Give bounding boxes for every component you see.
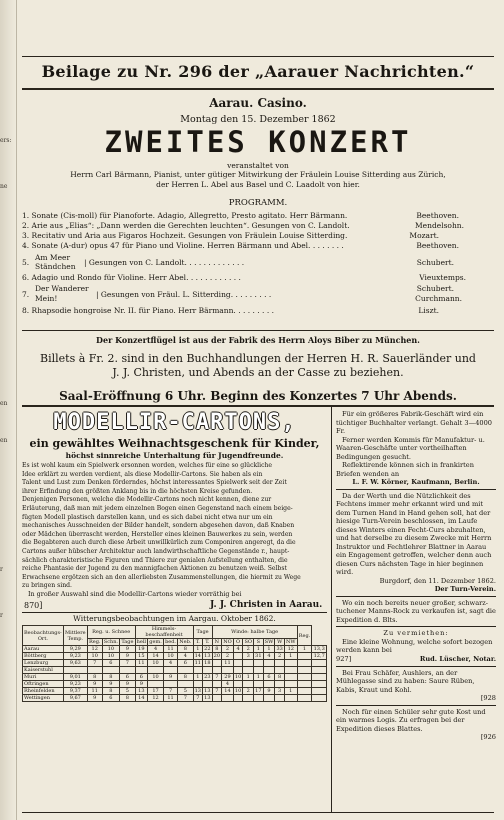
table-cell: 4 — [233, 646, 243, 653]
concert-date: Montag den 15. Dezember 1862 — [180, 114, 336, 125]
table-cell: 8 — [102, 688, 120, 695]
table-cell — [212, 660, 222, 667]
table-cell: 13 — [204, 688, 211, 694]
table-cell — [63, 667, 87, 674]
table-cell: 11 — [87, 688, 102, 695]
table-cell — [233, 667, 243, 674]
table-header: SO — [244, 639, 252, 645]
table-cell — [254, 695, 264, 702]
column-divider — [331, 407, 332, 812]
table-header: N — [212, 639, 222, 646]
table-cell — [263, 695, 275, 702]
table-cell — [312, 660, 327, 667]
table-cell: 4 — [163, 660, 177, 667]
table-cell: 7 — [212, 688, 222, 695]
table-cell — [178, 667, 193, 674]
table-cell: 17 — [255, 688, 262, 694]
ad-text: Da der Werth und die Nützlichkeit des Fechtens immer mehr erkannt wird und mit dem Turnen Hand in Hand gehen soll, hat der hiesige Turn-Verein beschlossen, im Laufe dieses Winters einen Fecht-Curs abzuhalten, und hat derselbe zu diesem Zwecke mit Herrn Instruktor und Fechtlehrer Blattner in Aarau ein Engagement getroffen, welcher denn auch diesen Curs nächsten Tage in hier beginnen wird. — [336, 491, 492, 576]
piano-note: Der Konzertflügel ist aus der Fabrik des Herrn Aloys Biber zu München. — [96, 335, 420, 345]
ad-heading: Zu vermiethen: — [383, 629, 449, 637]
table-cell — [212, 681, 222, 688]
table-header: Himmels- beschaffenheit — [135, 626, 193, 639]
table-cell — [275, 660, 285, 667]
program-item: 7. Der Wanderer Mein! | Gesungen von Fräul. L. Sitterding. . . . . . . . . Schubert. Curchmann. — [22, 284, 462, 303]
table-cell: 9 — [87, 681, 102, 688]
table-header: Reg. u. Schnee — [87, 626, 135, 639]
table-cell: 10 — [148, 660, 164, 667]
body-line: Erwachsene ergötzen sich an den allerliebsten Zusammenstellungen, die hiermit zu Wege — [22, 573, 301, 581]
table-cell — [243, 681, 254, 688]
table-cell: 9 — [102, 681, 120, 688]
table-cell: 9 — [135, 681, 148, 688]
table-cell — [178, 681, 193, 688]
table-cell: 1 — [193, 646, 203, 653]
margin-stub: en — [0, 400, 8, 407]
table-cell: Lenzburg — [23, 660, 64, 667]
table-cell — [254, 667, 264, 674]
table-cell — [120, 667, 135, 674]
table-cell: Muri — [23, 674, 64, 681]
table-cell — [297, 688, 312, 695]
table-header: Beobachtungs- Ort. — [23, 626, 64, 646]
table-cell — [284, 674, 297, 681]
body-line: reiche Phantasie der Jugend zu den mannigfachen Aktionen zu benutzen weiß. Selbst — [22, 565, 287, 573]
table-cell: 2 — [243, 688, 254, 695]
table-cell — [243, 695, 254, 702]
program-item: 5. Am Meer Ständchen | Gesungen von C. Landolt. . . . . . . . . . . . . Schubert. — [22, 253, 454, 271]
margin-stub: ers: — [0, 137, 12, 144]
table-cell: 7 — [193, 695, 203, 702]
table-cell — [222, 695, 234, 702]
section-rule — [22, 405, 494, 407]
table-cell — [263, 667, 275, 674]
table-cell: 9,23 — [63, 653, 87, 660]
table-cell — [193, 681, 203, 688]
table-cell: 11 — [135, 660, 148, 667]
modell-title: MODELLIR-CARTONS, — [53, 410, 296, 435]
table-cell: 29 — [222, 674, 234, 681]
table-cell: 9 — [120, 653, 135, 660]
table-cell — [254, 681, 264, 688]
table-cell — [203, 681, 213, 688]
table-cell: 6 — [263, 674, 275, 681]
ad-text: Wo ein noch bereits neuer großer, schwarz-tuchener Manns-Rock zu verkaufen ist, sagt die Expedition d. Blts. — [336, 598, 496, 624]
table-cell — [212, 695, 222, 702]
modell-body — [22, 462, 327, 591]
ad-rule — [336, 596, 496, 597]
ad-text: Für ein größeres Fabrik-Geschäft wird ein tüchtiger Buchhalter verlangt. Gehalt 3—4000 Fr. — [336, 410, 492, 435]
table-cell: 3 — [275, 688, 285, 695]
margin-stub: en — [0, 437, 8, 444]
table-cell: 14 — [194, 653, 201, 659]
table-cell — [275, 695, 285, 702]
table-cell — [284, 681, 297, 688]
margin-stub: ne — [0, 183, 8, 190]
modell-stock: In großer Auswahl sind die Modellir-Cartons wieder vorräthig bei — [28, 590, 242, 598]
table-header: Winde: halbe Tage — [212, 626, 297, 639]
body-line: Erläuterung, daß man mit jedem einzelnen Bogen einen Gegenstand nach einem beige- — [22, 504, 293, 512]
table-cell: 10 — [102, 653, 120, 660]
table-cell: 9 — [120, 646, 135, 653]
table-cell — [312, 688, 327, 695]
table-cell: 11 — [194, 660, 201, 666]
table-header: NO — [223, 639, 232, 645]
table-cell: 7 — [178, 695, 193, 702]
table-header: bed. — [165, 639, 177, 645]
table-cell — [284, 660, 297, 667]
table-cell: 2 — [243, 646, 254, 653]
table-cell: 14 — [135, 695, 148, 702]
table-header: Schn. — [103, 639, 119, 645]
table-cell — [263, 681, 275, 688]
table-row — [23, 667, 327, 674]
table-header: T. — [203, 639, 213, 646]
table-header: NW — [286, 639, 296, 645]
table-cell: 17 — [148, 688, 164, 695]
table-cell — [263, 660, 275, 667]
table-cell — [254, 660, 264, 667]
table-cell — [297, 660, 312, 667]
table-cell: 9,63 — [63, 660, 87, 667]
table-header: W — [275, 639, 285, 646]
column-rule — [22, 612, 327, 613]
supplement-header: Beilage zu Nr. 296 der „Aarauer Nachrichten.“ — [41, 62, 475, 81]
performers-line: der Herren L. Abel aus Basel und C. Laadolt von hier. — [156, 180, 360, 189]
table-cell: 13 — [204, 695, 211, 701]
table-cell — [243, 667, 254, 674]
ad-rule — [336, 666, 496, 667]
table-row — [23, 653, 327, 660]
table-cell: 7 — [163, 688, 177, 695]
table-header: hell — [136, 639, 147, 645]
table-cell: 31 — [255, 653, 262, 659]
table-cell: 10 — [163, 653, 177, 660]
table-cell: 8 — [212, 646, 222, 653]
table-cell: 1 — [284, 653, 297, 660]
table-cell: 8 — [275, 674, 285, 681]
table-row — [23, 681, 327, 688]
table-cell: 9,29 — [63, 646, 87, 653]
margin-stub: r — [0, 612, 3, 619]
table-cell — [233, 660, 243, 667]
ad-text: Ferner werden Kommis für Manufaktur- u. Waaren-Geschäfte unter vortheilhaften Bedingungen gesucht. — [336, 435, 485, 461]
table-header: T. — [193, 639, 203, 646]
table-cell: 10 — [87, 653, 102, 660]
table-cell — [297, 674, 312, 681]
table-cell: 5 — [178, 688, 193, 695]
table-cell: 9,37 — [63, 688, 87, 695]
table-cell: 13 — [194, 688, 201, 694]
table-cell — [297, 667, 312, 674]
body-line: Idee erklärt zu werden verdient, als diese Modellir-Cartons. Sie haben als ein — [22, 470, 263, 478]
table-cell: 1 — [297, 646, 312, 653]
table-cell — [312, 681, 327, 688]
modell-subtitle: ein gewähltes Weihnachtsgeschenk für Kinder, — [29, 437, 320, 450]
ad-footer: 927] Rud. Lüscher, Notar. — [336, 654, 496, 663]
modell-subtitle: höchst sinnreiche Unterhaltung für Jugendfreunde. — [65, 451, 284, 460]
table-cell: 1 — [254, 674, 264, 681]
ad-text: Reflektirende können sich in frankirten Briefen wenden an — [336, 461, 474, 478]
table-cell — [233, 653, 243, 660]
table-cell: 12 — [284, 646, 297, 653]
table-cell: 13 — [135, 688, 148, 695]
table-cell: 8 — [178, 646, 193, 653]
table-cell: Oftringen — [23, 681, 64, 688]
table-cell: 9,23 — [63, 681, 87, 688]
table-cell — [284, 667, 297, 674]
table-cell: 10 — [102, 646, 120, 653]
table-cell: Aarau — [23, 646, 64, 653]
weather-table — [22, 625, 327, 702]
ad-text: Bei Frau Schäfer, Aushlers, an der Mühlegasse sind zu haben: Saure Rüben, Kabis, Kraut und Kohl. — [336, 668, 475, 694]
table-row — [23, 688, 327, 695]
table-cell: 10 — [234, 674, 242, 680]
table-cell: 9 — [87, 695, 102, 702]
table-cell: 8 — [87, 674, 102, 681]
table-cell — [163, 667, 177, 674]
body-line: sächlich charakteristische Figuren und Thiere zur genialen Aufstellung enthalten, die — [22, 556, 288, 564]
table-cell — [102, 667, 120, 674]
table-cell: 2 — [222, 646, 234, 653]
table-cell: 23 — [204, 674, 211, 680]
table-cell — [193, 667, 203, 674]
body-line: Es ist wohl kaum ein Spielwerk ersonnen worden, welches für eine so glückliche — [22, 462, 273, 469]
table-cell: 9 — [263, 688, 275, 695]
table-cell: Böttberg — [23, 653, 64, 660]
table-cell: Rheinfelden — [23, 688, 64, 695]
table-cell: 6 — [178, 660, 193, 667]
table-row — [23, 660, 327, 667]
organized-by: veranstaltet von — [227, 161, 289, 170]
table-cell: 2 — [222, 653, 234, 660]
bottom-rule — [22, 812, 494, 813]
table-cell: 2 — [275, 653, 285, 660]
program-item: 4. Sonate (A-dur) opus 47 für Piano und Violine. Herren Bärmann und Abel. . . . . . . . Beethoven. — [22, 241, 459, 250]
tickets-line: Billets à Fr. 2. sind in den Buchhandlungen der Herren H. R. Sauerländer und — [40, 352, 476, 365]
page-binding — [0, 0, 17, 820]
table-cell: 12,7 — [313, 653, 325, 659]
table-cell: 14 — [148, 653, 164, 660]
table-cell: 9,01 — [63, 674, 87, 681]
table-cell: 13,3 — [313, 646, 325, 652]
concert-title: ZWEITES KONZERT — [104, 125, 412, 159]
table-cell: 6 — [120, 674, 135, 681]
table-cell: 8 — [178, 674, 193, 681]
table-cell: 19 — [135, 646, 148, 653]
ad-signature: L. F. W. Körner, Kaufmann, Berlin. — [352, 478, 480, 486]
table-cell: 4 — [222, 681, 234, 688]
tickets-line: J. J. Christen, und Abends an der Casse zu beziehen. — [112, 366, 404, 379]
table-cell: 6 — [102, 660, 120, 667]
table-cell: 1 — [243, 674, 254, 681]
weather-title: Witterungsbeobachtungen im Aargau. Oktober 1862. — [73, 614, 276, 623]
table-cell — [233, 681, 243, 688]
program-item: 8. Rhapsodie hongroise Nr. II. für Piano. Herr Bärmann. . . . . . . . . Liszt. — [22, 306, 439, 315]
program-heading: PROGRAMM. — [228, 198, 288, 208]
performers-line: Herrn Carl Bärmann, Pianist, unter gütiger Mitwirkung der Fräulein Louise Sitterding aus Zürich, — [70, 170, 446, 179]
table-cell: 33 — [276, 646, 283, 652]
table-cell — [275, 667, 285, 674]
table-cell — [135, 667, 148, 674]
body-line: die Begabteren auch durch diese Arbeit unwillkürlich zum Componiren angeregt, da die — [22, 539, 296, 547]
table-cell — [297, 653, 312, 660]
table-cell: Wettingen — [23, 695, 64, 702]
body-line: Cartons außer hübscher Architektur auch landwirthschaftliche Gegenstände r., haupt- — [22, 547, 290, 555]
table-cell: 7 — [87, 660, 102, 667]
table-cell: 22 — [204, 646, 211, 652]
program-item: 1. Sonate (Cis-moll) für Pianoforte. Adagio, Allegretto, Presto agitato. Herr Bärmann. Beethoven. — [22, 211, 459, 220]
ad-text: Noch für einen Schüler sehr gute Kost und ein warmes Logis. Zu erfragen bei der Expedition dieses Blattes. — [336, 707, 486, 733]
ad-signature: Der Turn-Verein. — [434, 585, 496, 593]
table-cell — [87, 667, 102, 674]
table-cell — [203, 667, 213, 674]
ad-rule — [336, 489, 496, 490]
table-cell: 6 — [102, 695, 120, 702]
table-cell: Kaiserstuhl — [23, 667, 64, 674]
table-cell: 14 — [222, 688, 234, 695]
table-cell — [243, 660, 254, 667]
table-cell — [312, 667, 327, 674]
table-header: Tage — [121, 639, 134, 645]
table-header: Reg. — [297, 626, 312, 646]
table-cell — [212, 667, 222, 674]
table-cell: 7 — [120, 660, 135, 667]
modell-seller: J. J. Christen in Aarau. — [210, 600, 323, 610]
table-cell: 4 — [263, 653, 275, 660]
body-line: Talent und Lust zum Denken förderndes, höchst interessantes Spielwerk seit der Zeit — [22, 479, 287, 487]
table-cell: 6 — [135, 674, 148, 681]
table-header: SW — [264, 639, 274, 645]
body-line: Denjenigen Personen, welche die Modellir-Cartons noch nicht kennen, diene zur — [22, 496, 272, 504]
table-cell: 12 — [87, 646, 102, 653]
margin-stub: r — [0, 566, 3, 573]
table-cell: 13 — [204, 653, 211, 659]
table-cell: 3 — [243, 653, 254, 660]
opening-line: Saal-Eröffnung 6 Uhr. Beginn des Konzertes 7 Uhr Abends. — [59, 389, 457, 403]
table-cell — [148, 667, 164, 674]
table-cell: 20 — [213, 653, 221, 659]
table-cell — [148, 681, 164, 688]
body-line: ihrer Erfindung den größten Anklang bis in die höchsten Kreise gefunden. — [22, 487, 253, 495]
table-cell: 10 — [148, 674, 164, 681]
table-cell: 11 — [222, 660, 234, 667]
body-line: fügten Modell plastisch darstellen kann, und es sich dabei nicht etwa nur um ein — [22, 513, 273, 521]
header-rule — [22, 88, 494, 90]
table-cell — [222, 667, 234, 674]
table-cell — [233, 695, 243, 702]
table-cell — [312, 695, 327, 702]
right-ads — [336, 410, 496, 742]
table-cell: 10 — [234, 688, 242, 694]
ad-number: [928 — [480, 694, 496, 702]
table-row — [23, 646, 327, 653]
ad-text: Eine kleine Wohnung, welche sofort bezogen werden kann bei — [336, 637, 493, 654]
table-cell — [284, 695, 297, 702]
ad-number: [926 — [480, 733, 496, 741]
table-cell: 11 — [163, 695, 177, 702]
table-cell: 4 — [178, 653, 193, 660]
table-row — [23, 674, 327, 681]
table-header: S — [254, 639, 264, 646]
table-cell: 1 — [284, 688, 297, 695]
program-item: 3. Recitativ und Aria aus Figaros Hochzeit. Gesungen von Fräulein Louise Sitterding. Mozart. — [22, 231, 439, 240]
table-header: Neb. — [179, 639, 192, 645]
table-cell: 1 — [254, 646, 264, 653]
table-cell: 8 — [102, 674, 120, 681]
table-cell: 15 — [135, 653, 148, 660]
table-cell: 9 — [163, 674, 177, 681]
table-cell: 5 — [120, 688, 135, 695]
table-cell: 9,67 — [63, 695, 87, 702]
table-header: gem. — [149, 639, 162, 645]
table-header: Mittlere Temp. — [63, 626, 87, 646]
table-cell: 18 — [204, 660, 211, 666]
table-cell — [297, 681, 312, 688]
program-list — [22, 211, 494, 316]
ad-rule — [336, 705, 496, 706]
table-cell — [297, 695, 312, 702]
body-line: oder Mädchen überrascht werden, Hersteller eines kleinen Bauwerkes zu sein, werden — [22, 530, 293, 538]
ad-number: 870] — [24, 601, 43, 610]
table-cell: 9 — [120, 681, 135, 688]
table-header: Reg. — [88, 639, 101, 645]
table-cell: 4 — [148, 646, 164, 653]
table-cell: 11 — [163, 646, 177, 653]
table-cell: 7 — [212, 674, 222, 681]
table-cell: 1 — [263, 646, 275, 653]
body-line: mechanisches Ausschneiden der Bilder handelt, sondern abgesehen davon, daß Knaben — [22, 522, 295, 530]
table-cell — [163, 681, 177, 688]
table-header: O — [233, 639, 243, 646]
table-cell — [275, 681, 285, 688]
table-cell: 12 — [148, 695, 164, 702]
section-rule — [22, 330, 494, 331]
concert-place: Aarau. Casino. — [209, 96, 307, 110]
top-rule — [22, 56, 494, 57]
table-cell: 8 — [120, 695, 135, 702]
ad-text: Burgdorf, den 11. Dezember 1862. — [379, 576, 496, 585]
body-line: zu bringen sind. — [22, 582, 72, 590]
program-item: 2. Arie aus „Elias“: „Dann werden die Gerechten leuchten“. Gesungen von C. Landolt. Mendelsohn. — [22, 221, 464, 230]
table-header: Tage — [193, 626, 212, 639]
table-row — [23, 695, 327, 702]
table-cell — [312, 674, 327, 681]
table-cell: 1 — [193, 674, 203, 681]
program-item: 6. Adagio und Rondo für Violine. Herr Abel. . . . . . . . . . . . Vieuxtemps. — [22, 273, 466, 282]
ad-rule — [336, 626, 496, 627]
